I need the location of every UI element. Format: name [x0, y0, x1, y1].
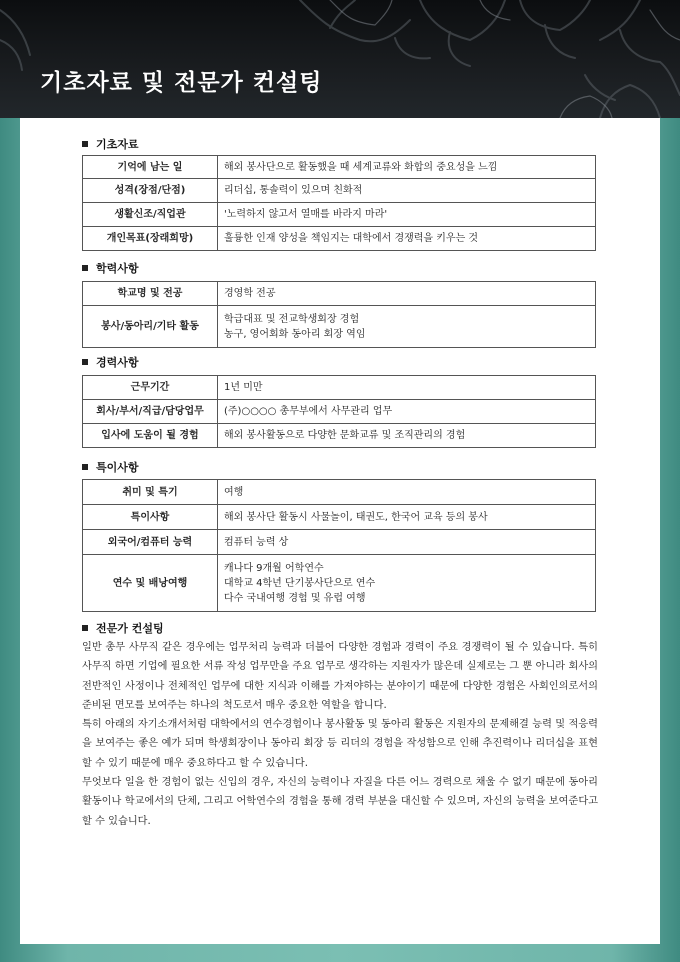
table-row — [83, 555, 596, 612]
value-line: 캐나다 9개월 어학연수 — [224, 562, 324, 574]
row-label: 학교명 및 전공 — [83, 282, 218, 306]
square-bullet-icon — [82, 141, 88, 147]
table-row — [83, 156, 596, 179]
section-title: 전문가 컨설팅 — [96, 622, 164, 635]
table-row — [83, 400, 596, 424]
square-bullet-icon — [82, 464, 88, 470]
coral-decoration — [0, 0, 680, 118]
value-line: 농구, 영어회화 동아리 회장 역임 — [224, 328, 366, 340]
table-row — [83, 282, 596, 306]
consulting-text — [82, 638, 598, 831]
row-label: 봉사/동아리/기타 활동 — [83, 306, 218, 348]
square-bullet-icon — [82, 359, 88, 365]
table-row — [83, 505, 596, 530]
row-label: 취미 및 특기 — [83, 480, 218, 505]
row-value — [218, 530, 596, 555]
row-value: 해외 봉사활동으로 다양한 문화교류 및 조직관리의 경험 — [218, 424, 596, 448]
value-line: 해외 봉사단 활동시 사물놀이, 태권도, 한국어 교육 등의 봉사 — [224, 511, 488, 523]
section-title: 경력사항 — [96, 356, 139, 369]
row-label: 회사/부서/직급/담당업무 — [83, 400, 218, 424]
section-consulting — [82, 620, 164, 636]
value-line: 여행 — [224, 486, 244, 498]
row-label: 입사에 도움이 될 경험 — [83, 424, 218, 448]
education-table — [82, 281, 596, 348]
row-label: 성격(장점/단점) — [83, 179, 218, 203]
section-title: 특이사항 — [96, 461, 139, 474]
row-label: 근무기간 — [83, 376, 218, 400]
career-table — [82, 375, 596, 448]
section-career — [82, 354, 139, 370]
table-row — [83, 227, 596, 251]
row-value — [218, 480, 596, 505]
table-row — [83, 530, 596, 555]
table-row — [83, 376, 596, 400]
row-value — [218, 306, 596, 348]
row-value — [218, 505, 596, 530]
table-row — [83, 480, 596, 505]
value-line: 컴퓨터 능력 상 — [224, 536, 289, 548]
row-value: 훌륭한 인재 양성을 책임지는 대학에서 경쟁력을 키우는 것 — [218, 227, 596, 251]
value-line: 경영학 전공 — [224, 288, 276, 299]
row-value — [218, 282, 596, 306]
paragraph: 특히 아래의 자기소개서처럼 대학에서의 연수경험이나 봉사활동 및 동아리 활동은 지원자의 문제해결 능력 및 적응력을 보여주는 좋은 예가 되며 학생회장이나 동아리 회장 등 리더의 경험을 작성함으로 인해 추진력이나 리더십을 표현할 수 있기 때문에 매우 중요하다고 할 수 있습니다. — [82, 719, 598, 769]
row-value: 1년 미만 — [218, 376, 596, 400]
row-label: 외국어/컴퓨터 능력 — [83, 530, 218, 555]
page-title: 기초자료 및 전문가 컨설팅 — [40, 70, 323, 96]
row-value: 리더십, 통솔력이 있으며 친화적 — [218, 179, 596, 203]
section-title: 학력사항 — [96, 262, 139, 275]
row-value: 해외 봉사단으로 활동했을 때 세계교류와 화합의 중요성을 느낌 — [218, 156, 596, 179]
table-row — [83, 424, 596, 448]
value-line: 학급대표 및 전교학생회장 경험 — [224, 313, 360, 325]
row-label: 특이사항 — [83, 505, 218, 530]
row-label: 개인목표(장래희망) — [83, 227, 218, 251]
paragraph: 무엇보다 일을 한 경험이 없는 신입의 경우, 자신의 능력이나 자질을 다른 어느 경력으로 채울 수 없기 때문에 동아리 활동이나 학교에서의 단체, 그리고 어학연수의 경험을 통해 경력 부분을 대신할 수 있으며, 자신의 능력을 보여준다고 할 수 있습니다. — [82, 777, 598, 827]
table-row — [83, 179, 596, 203]
row-label: 기억에 남는 일 — [83, 156, 218, 179]
special-table — [82, 479, 596, 612]
basic-info-table — [82, 155, 596, 251]
paragraph: 일반 총무 사무직 같은 경우에는 업무처리 능력과 더불어 다양한 경험과 경력이 주요 경쟁력이 될 수 있습니다. 특히 사무직 하면 기업에 필요한 서류 작성 업무만을 주요 업무로 생각하는 지원자가 많은데 실제로는 그 뿐 아니라 회사의 전반적인 사정이나 전체적인 업무에 대한 지식과 이해를 가져야하는 분야이기 때문에 다양한 경험은 사회인의로서의 준비된 면모를 보여주는 하나의 척도로서 매우 중요한 역할을 합니다. — [82, 642, 598, 711]
table-row — [83, 306, 596, 348]
section-title: 기초자료 — [96, 138, 139, 151]
row-label: 연수 및 배낭여행 — [83, 555, 218, 612]
section-education — [82, 260, 139, 276]
square-bullet-icon — [82, 265, 88, 271]
row-value — [218, 555, 596, 612]
section-special — [82, 459, 139, 475]
table-row — [83, 203, 596, 227]
square-bullet-icon — [82, 625, 88, 631]
row-label: 생활신조/직업관 — [83, 203, 218, 227]
row-value: (주)○○○○ 총무부에서 사무관리 업무 — [218, 400, 596, 424]
section-basic — [82, 136, 139, 152]
value-line: 다수 국내여행 경험 및 유럽 여행 — [224, 592, 366, 604]
row-value: '노력하지 않고서 열매를 바라지 마라' — [218, 203, 596, 227]
value-line: 대학교 4학년 단기봉사단으로 연수 — [224, 577, 376, 589]
header-banner — [0, 0, 680, 118]
